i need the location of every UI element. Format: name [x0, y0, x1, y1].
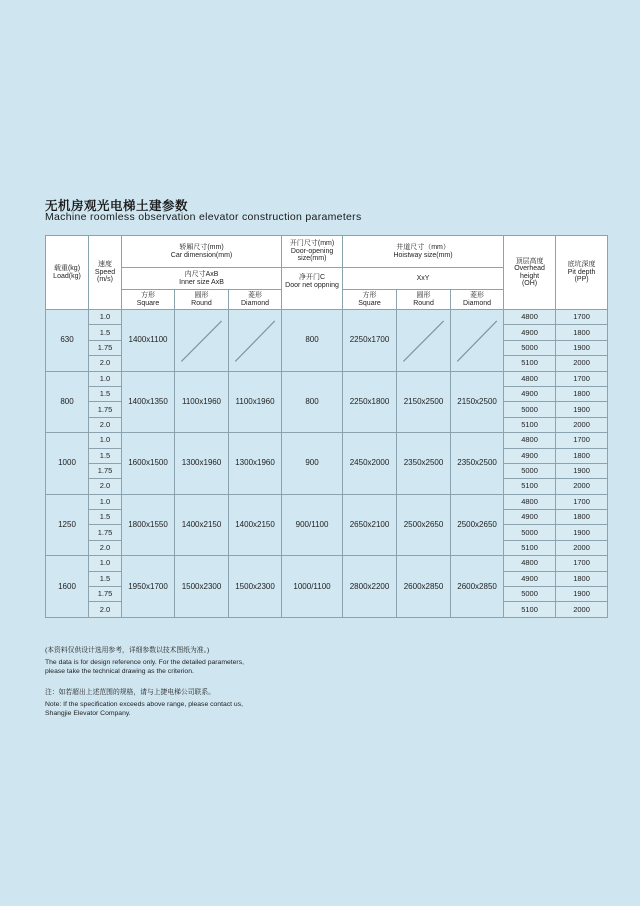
header-speed-unit: (m/s)	[97, 276, 113, 284]
speed-cell: 1.0	[89, 556, 122, 571]
speed-cell: 1.5	[89, 571, 122, 586]
speed-cell: 1.75	[89, 525, 122, 540]
diagonal-slash-icon	[451, 310, 503, 371]
header-square-en: Square	[136, 299, 160, 307]
header-hsquare-cn: 方形	[362, 292, 377, 299]
header-round-cn: 圆形	[194, 292, 209, 299]
overhead-cell: 4900	[504, 448, 556, 463]
overhead-cell: 4800	[504, 494, 556, 509]
header-oh-en2: height	[520, 272, 540, 280]
header-hround-en: Round	[413, 299, 434, 307]
overhead-cell: 5000	[504, 463, 556, 478]
speed-cell: 2.0	[89, 479, 122, 494]
load-cell: 1600	[46, 556, 89, 618]
load-cell: 1000	[46, 433, 89, 495]
speed-cell: 2.0	[89, 602, 122, 617]
header-door-net	[282, 268, 343, 310]
hoist-diamond-cell: 2150x2500	[451, 371, 504, 433]
speed-cell: 1.75	[89, 463, 122, 478]
pit-depth-cell: 2000	[556, 479, 608, 494]
overhead-cell: 4900	[504, 510, 556, 525]
hoist-round-cell: 2500x2650	[397, 494, 451, 556]
car-square-cell: 1950x1700	[122, 556, 175, 618]
header-car-dimension	[122, 236, 282, 268]
header-oh-en3: (OH)	[521, 280, 538, 287]
speed-cell: 1.5	[89, 448, 122, 463]
note-contact-cn: 注：如若超出上述范围的规格，请与上捷电梯公司联系。	[45, 689, 215, 696]
header-diamond-cn: 菱形	[248, 292, 263, 299]
speed-cell: 2.0	[89, 540, 122, 555]
car-square-cell: 1400x1100	[122, 310, 175, 372]
car-round-cell	[175, 310, 229, 372]
hoist-diamond-cell: 2350x2500	[451, 433, 504, 495]
hoist-round-cell: 2150x2500	[397, 371, 451, 433]
pit-depth-cell: 2000	[556, 417, 608, 432]
diagonal-slash-icon	[229, 310, 281, 371]
speed-cell: 1.75	[89, 402, 122, 417]
speed-cell: 2.0	[89, 356, 122, 371]
pit-depth-cell: 1700	[556, 556, 608, 571]
overhead-cell: 4900	[504, 571, 556, 586]
note-reference-en-1: The data is for design reference only. For the detailed parameters,	[45, 659, 244, 666]
header-overhead	[504, 236, 556, 310]
table-row	[46, 433, 608, 448]
header-pp-en2: (PP)	[574, 276, 589, 284]
header-door-cn: 开门尺寸(mm)	[289, 240, 335, 248]
construction-parameters-table	[45, 235, 608, 618]
header-pp-cn: 底坑深度	[567, 261, 596, 269]
page-title-en: Machine roomless observation elevator construction parameters	[45, 211, 362, 223]
pit-depth-cell: 2000	[556, 356, 608, 371]
door-cell: 1000/1100	[282, 556, 343, 618]
header-car-round	[175, 290, 229, 310]
hoist-diamond-cell	[451, 310, 504, 372]
pit-depth-cell: 1800	[556, 386, 608, 401]
header-inner-cn: 内尺寸AxB	[184, 271, 219, 278]
header-load-en: Load(kg)	[53, 272, 81, 280]
door-cell: 900/1100	[282, 494, 343, 556]
note-contact-en-1: Note: If the specification exceeds above range, please contact us,	[45, 701, 243, 708]
overhead-cell: 5000	[504, 402, 556, 417]
hoist-diamond-cell: 2500x2650	[451, 494, 504, 556]
overhead-cell: 5000	[504, 525, 556, 540]
overhead-cell: 5100	[504, 356, 556, 371]
car-round-cell: 1300x1960	[175, 433, 229, 495]
pit-depth-cell: 1900	[556, 463, 608, 478]
header-speed-en: Speed	[94, 268, 116, 276]
table-row	[46, 556, 608, 571]
pit-depth-cell: 1800	[556, 325, 608, 340]
pit-depth-cell: 1900	[556, 525, 608, 540]
header-xxy	[343, 268, 504, 290]
overhead-cell: 5000	[504, 587, 556, 602]
header-oh-en1: Overhead	[514, 265, 545, 272]
header-car-diamond	[229, 290, 282, 310]
car-square-cell: 1600x1500	[122, 433, 175, 495]
header-diamond-en: Diamond	[241, 299, 270, 307]
hoist-square-cell: 2250x1700	[343, 310, 397, 372]
speed-cell: 1.0	[89, 371, 122, 386]
header-load-cn: 载重(kg)	[53, 265, 81, 272]
header-hsquare-en: Square	[358, 299, 381, 307]
header-speed-cn: 速度	[98, 261, 112, 269]
header-oh-cn: 顶层高度	[515, 257, 544, 265]
speed-cell: 1.5	[89, 325, 122, 340]
car-round-cell: 1100x1960	[175, 371, 229, 433]
hoist-diamond-cell: 2600x2850	[451, 556, 504, 618]
table-body	[46, 310, 608, 618]
header-car-square	[122, 290, 175, 310]
overhead-cell: 5100	[504, 540, 556, 555]
speed-cell: 1.75	[89, 340, 122, 355]
header-hdiamond-cn: 菱形	[470, 292, 485, 299]
car-diamond-cell: 1300x1960	[229, 433, 282, 495]
overhead-cell: 5100	[504, 417, 556, 432]
header-load	[46, 236, 89, 310]
header-hoist-square	[343, 290, 397, 310]
table-row	[46, 494, 608, 509]
pit-depth-cell: 1800	[556, 571, 608, 586]
header-car-en: Car dimension(mm)	[170, 251, 233, 259]
speed-cell: 1.0	[89, 433, 122, 448]
pit-depth-cell: 2000	[556, 540, 608, 555]
car-round-cell: 1500x2300	[175, 556, 229, 618]
pit-depth-cell: 1700	[556, 310, 608, 325]
speed-cell: 1.0	[89, 494, 122, 509]
table-row	[46, 310, 608, 325]
door-cell: 800	[282, 371, 343, 433]
header-door-en2: size(mm)	[297, 255, 327, 263]
note-contact-en-2: Shangjie Elevator Company.	[45, 710, 131, 717]
header-door	[282, 236, 343, 268]
pit-depth-cell: 1800	[556, 448, 608, 463]
header-hoist-diamond	[451, 290, 504, 310]
car-diamond-cell: 1400x2150	[229, 494, 282, 556]
pit-depth-cell: 1900	[556, 340, 608, 355]
speed-cell: 1.75	[89, 587, 122, 602]
page-title-cn: 无机房观光电梯土建参数	[45, 199, 189, 213]
overhead-cell: 4900	[504, 386, 556, 401]
hoist-round-cell: 2350x2500	[397, 433, 451, 495]
header-hoist-en: Hoistway size(mm)	[393, 251, 453, 259]
header-door-en1: Door-opening	[290, 247, 334, 255]
header-inner-size	[122, 268, 282, 290]
speed-cell: 1.5	[89, 386, 122, 401]
speed-cell: 1.0	[89, 310, 122, 325]
pit-depth-cell: 1800	[556, 510, 608, 525]
pit-depth-cell: 1900	[556, 587, 608, 602]
header-round-en: Round	[191, 299, 212, 307]
hoist-round-cell	[397, 310, 451, 372]
header-square-cn: 方形	[141, 292, 155, 299]
speed-cell: 1.5	[89, 510, 122, 525]
overhead-cell: 4800	[504, 310, 556, 325]
overhead-cell: 5100	[504, 479, 556, 494]
header-hdiamond-en: Diamond	[463, 299, 492, 307]
pit-depth-cell: 1700	[556, 494, 608, 509]
overhead-cell: 4800	[504, 556, 556, 571]
load-cell: 800	[46, 371, 89, 433]
header-inner-en: Inner size AxB	[179, 278, 224, 286]
header-hround-cn: 圆形	[416, 292, 431, 299]
car-round-cell: 1400x2150	[175, 494, 229, 556]
header-hoist-round	[397, 290, 451, 310]
load-cell: 630	[46, 310, 89, 372]
overhead-cell: 4900	[504, 325, 556, 340]
car-diamond-cell: 1100x1960	[229, 371, 282, 433]
pit-depth-cell: 1700	[556, 371, 608, 386]
note-reference-cn: (本资料仅供设计选用参考，详细参数以技术图纸为准。)	[45, 647, 210, 654]
overhead-cell: 5000	[504, 340, 556, 355]
car-diamond-cell: 1500x2300	[229, 556, 282, 618]
overhead-cell: 5100	[504, 602, 556, 617]
header-hoist-cn: 井道尺寸（mm）	[396, 244, 450, 251]
overhead-cell: 4800	[504, 371, 556, 386]
header-car-cn: 轿厢尺寸(mm)	[179, 244, 224, 251]
pit-depth-cell: 2000	[556, 602, 608, 617]
header-pit-depth	[556, 236, 608, 310]
diagonal-slash-icon	[175, 310, 228, 371]
header-hoistway	[343, 236, 504, 268]
overhead-cell: 4800	[504, 433, 556, 448]
hoist-round-cell: 2600x2850	[397, 556, 451, 618]
header-net-cn: 净开门C	[299, 274, 326, 281]
speed-cell: 2.0	[89, 417, 122, 432]
header-net-en: Door net oppning	[285, 281, 339, 289]
diagonal-slash-icon	[397, 310, 450, 371]
door-cell: 800	[282, 310, 343, 372]
header-xxy-label: XxY	[416, 274, 430, 282]
car-square-cell: 1800x1550	[122, 494, 175, 556]
car-square-cell: 1400x1350	[122, 371, 175, 433]
hoist-square-cell: 2450x2000	[343, 433, 397, 495]
pit-depth-cell: 1700	[556, 433, 608, 448]
header-speed	[89, 236, 122, 310]
pit-depth-cell: 1900	[556, 402, 608, 417]
table-row	[46, 371, 608, 386]
car-diamond-cell	[229, 310, 282, 372]
header-pp-en1: Pit depth	[567, 268, 596, 276]
hoist-square-cell: 2650x2100	[343, 494, 397, 556]
note-reference-en-2: please take the technical drawing as the criterion.	[45, 668, 194, 675]
hoist-square-cell: 2250x1800	[343, 371, 397, 433]
door-cell: 900	[282, 433, 343, 495]
load-cell: 1250	[46, 494, 89, 556]
hoist-square-cell: 2800x2200	[343, 556, 397, 618]
